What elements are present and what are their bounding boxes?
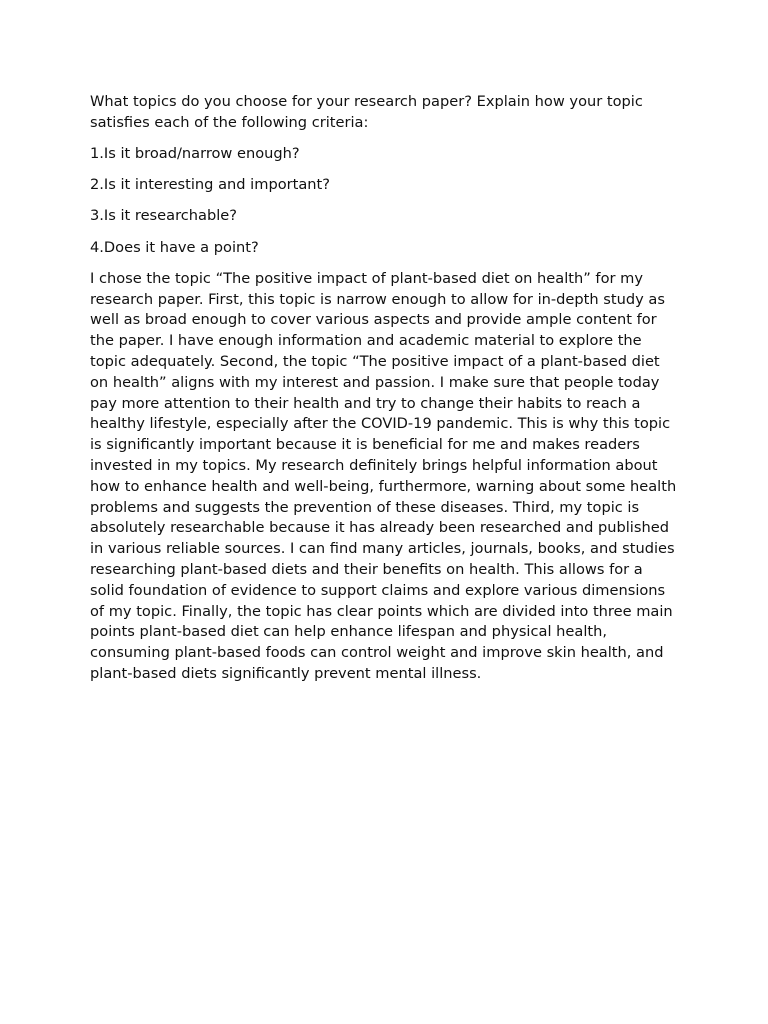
criteria-item: 2.Is it interesting and important? xyxy=(90,176,331,194)
question-prompt: What topics do you choose for your research paper? Explain how your topic satisfies each of the following criteria: xyxy=(90,93,643,131)
criteria-item: 4.Does it have a point? xyxy=(90,238,259,256)
criteria-item: 1.Is it broad/narrow enough? xyxy=(90,145,300,163)
document-body xyxy=(90,92,680,695)
criteria-list xyxy=(90,144,680,258)
answer-paragraph: I chose the topic “The positive impact of plant-based diet on health” for my research paper. First, this topic is narrow enough to allow for in-depth study as well as broad enough to cover various aspects and provide ample content for the paper. I have enough information and academic material to explore the topic adequately. Second, the topic “The positive impact of a plant-based diet on health” aligns with my interest and passion. I make sure that people today pay more attention to their health and try to change their habits to reach a healthy lifestyle, especially after the COVID-19 pandemic. This is why this topic is significantly important because it is beneficial for me and makes readers invested in my topics. My research definitely brings helpful information about how to enhance health and well-being, furthermore, warning about some health problems and suggests the prevention of these diseases. Third, my topic is absolutely researchable because it has already been researched and published in various reliable sources. I can find many articles, journals, books, and studies researching plant-based diets and their benefits on health. This allows for a solid foundation of evidence to support claims and explore various dimensions of my topic. Finally, the topic has clear points which are divided into three main points plant-based diet can help enhance lifespan and physical health, consuming plant-based foods can control weight and improve skin health, and plant-based diets significantly prevent mental illness. xyxy=(90,269,677,682)
criteria-item: 3.Is it researchable? xyxy=(90,207,238,225)
